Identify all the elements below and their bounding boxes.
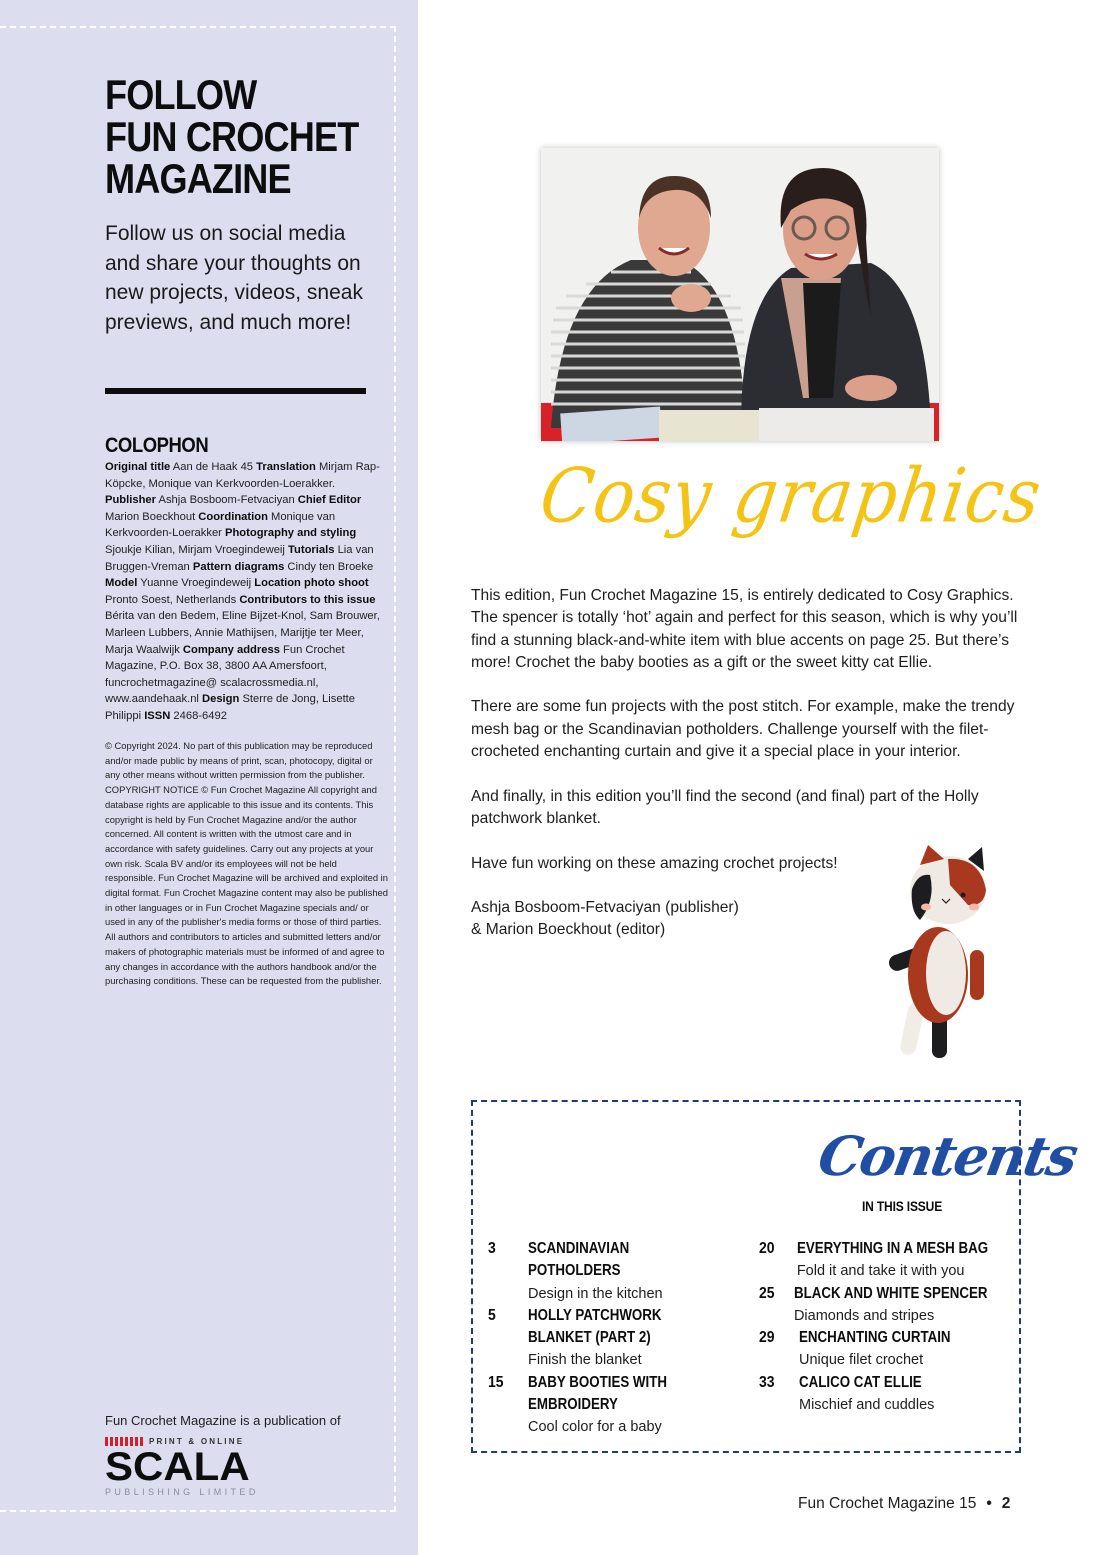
page-footer	[798, 1495, 1010, 1513]
editorial-paragraph: There are some fun projects with the post stitch. For example, make the trendy mesh bag or the Scandinavian potholders. Challenge yourself with the filet-crocheted enchanting curtain and give it a special place in your interior.	[471, 698, 1015, 761]
colophon-label: Company address	[182, 643, 280, 656]
sidebar-panel	[0, 0, 418, 1555]
colophon-label: ISSN	[144, 709, 171, 722]
follow-text: Follow us on social media and share your thoughts on new projects, videos, sneak previews, and much more!	[105, 222, 363, 334]
colophon-label: Location photo shoot	[254, 577, 369, 590]
editorial-paragraph: This edition, Fun Crochet Magazine 15, is entirely dedicated to Cosy Graphics. The spencer is totally ‘hot’ again and perfect for this season, which is why you’ll find a stunning black-and-white item with blue accents on page 25. But there’s more! Crochet the baby booties as a gift or the sweet kitty cat Ellie.	[471, 587, 1018, 671]
follow-heading-line: FUN CROCHET	[105, 113, 359, 160]
colophon-value: Yuanne Vroegindeweij	[140, 577, 252, 590]
toc-page: 20	[759, 1240, 775, 1257]
signature-line: & Marion Boeckhout (editor)	[471, 921, 666, 939]
editorial-title: Cosy graphics	[535, 453, 1047, 541]
toc-item[interactable]	[488, 1372, 748, 1439]
toc-desc: Cool color for a baby	[528, 1419, 662, 1436]
toc-page: 3	[488, 1240, 496, 1257]
toc-title: EVERYTHING IN A MESH BAG	[796, 1240, 988, 1257]
colophon-value: Sjoukje Kilian, Mirjam Vroegindeweij	[105, 543, 285, 556]
toc-column-left	[488, 1238, 748, 1439]
toc-item[interactable]	[488, 1305, 748, 1372]
copyright-notice: © Copyright 2024. No part of this publication may be reproduced and/or made public by means of print, scan, photocopy, digital or any other means without written permission from the publisher. COPYRIGHT NOTICE © Fun Crochet Magazine All copyright and database rights are applicable to this issue and its contents. This copyright is held by Fun Crochet Magazine and/or the author concerned. All content is written with the utmost care and in accordance with safety guidelines. Carry out any projects at your own risk. Scala BV and/or its employees will not be held responsible. Fun Crochet Magazine will be archived and exploited in digital format. Fun Crochet Magazine content may also be published in other languages or in Fun Crochet Magazine specials and/ or used in any of the publisher's media forms or those of third parties. All authors and contributors to articles and submitted letters and/or makers of photographic materials must be informed of and agree to any changes in accordance with the authors handbook and/or the purchasing conditions. These can be requested from the publisher.	[105, 740, 388, 987]
colophon-label: Chief Editor	[297, 494, 362, 507]
signature-line: Ashja Bosboom-Fetvaciyan (publisher)	[471, 899, 739, 917]
toc-title: CALICO CAT ELLIE	[799, 1373, 922, 1391]
colophon-value: Lia van Bruggen-Vreman	[105, 543, 374, 573]
colophon-label: Contributors to this issue	[239, 593, 376, 606]
editorial-paragraph: And finally, in this edition you’ll find the second (and final) part of the Holly patchwork blanket.	[471, 787, 979, 827]
section-divider	[105, 388, 366, 394]
logo-tagline: PRINT & ONLINE	[149, 1436, 245, 1446]
page-number: 2	[1001, 1495, 1011, 1512]
toc-page: 29	[759, 1329, 775, 1347]
calico-cat-image	[880, 845, 990, 1060]
colophon-value: Aan de Haak 45	[172, 461, 254, 473]
toc-page: 25	[759, 1284, 775, 1302]
toc-item[interactable]	[488, 1238, 748, 1305]
colophon-value: Pronto Soest, Netherlands	[105, 593, 237, 606]
follow-heading	[105, 71, 363, 202]
toc-column-right	[759, 1238, 1019, 1416]
colophon-heading: COLOPHON	[105, 434, 209, 457]
editors-photo	[541, 148, 939, 441]
colophon-value: Cindy ten Broeke	[287, 560, 374, 573]
colophon-label: Publisher	[105, 494, 156, 507]
editorial-paragraph: Have fun working on these amazing crochet projects!	[471, 854, 838, 872]
toc-title: ENCHANTING CURTAIN	[799, 1329, 951, 1347]
logo-subline: PUBLISHING LIMITED	[105, 1487, 259, 1497]
colophon-value: Ashja Bosboom-Fetvaciyan	[158, 494, 295, 507]
colophon-label: Original title	[105, 461, 171, 473]
logo-name: SCALA	[105, 1445, 250, 1489]
toc-item[interactable]	[759, 1283, 1019, 1328]
publisher-note: Fun Crochet Magazine is a publication of	[105, 1413, 341, 1428]
toc-desc: Mischief and cuddles	[799, 1397, 935, 1414]
colophon-body	[105, 459, 383, 725]
follow-heading-line: FOLLOW	[105, 71, 257, 118]
toc-page: 33	[759, 1373, 775, 1391]
toc-page: 15	[488, 1373, 504, 1391]
footer-magazine: Fun Crochet Magazine 15	[798, 1495, 977, 1512]
toc-title: EMBROIDERY	[528, 1396, 618, 1414]
colophon-value: Bérita van den Bedem, Eline Bijzet-Knol, Sam Brouwer, Marleen Lubbers, Annie Mathijsen, Marijtje ter Meer, Marja Waalwijk	[105, 610, 380, 656]
colophon-value: Fun Crochet Magazine, P.O. Box 38, 3800 AA Amersfoort, funcrochetmagazine@ scalacrossmedia.nl, www.aandehaak.nl	[105, 643, 345, 706]
colophon-label: Coordination	[198, 510, 268, 523]
toc-title: BLACK AND WHITE SPENCER	[793, 1284, 988, 1302]
colophon-label: Translation	[256, 461, 316, 473]
toc-title: POTHOLDERS	[528, 1262, 621, 1280]
colophon-value: 2468-6492	[173, 709, 227, 722]
toc-title: BABY BOOTIES WITH	[528, 1373, 667, 1391]
toc-title: SCANDINAVIAN	[528, 1240, 630, 1257]
toc-item[interactable]	[759, 1238, 1019, 1283]
colophon-value: Sterre de Jong, Lisette Philippi	[105, 693, 356, 722]
contents-subtitle: IN THIS ISSUE	[862, 1198, 943, 1214]
follow-heading-line: MAGAZINE	[105, 155, 291, 202]
toc-desc: Fold it and take it with you	[796, 1263, 965, 1280]
toc-desc: Unique filet crochet	[799, 1352, 924, 1369]
toc-title: BLANKET (PART 2)	[528, 1329, 651, 1347]
toc-desc: Finish the blanket	[528, 1352, 642, 1369]
scala-logo	[105, 1436, 265, 1497]
toc-title: HOLLY PATCHWORK	[528, 1306, 662, 1324]
toc-desc: Diamonds and stripes	[793, 1307, 935, 1324]
colophon-label: Tutorials	[288, 543, 335, 556]
toc-desc: Design in the kitchen	[528, 1285, 663, 1302]
colophon-value: Mirjam Rap-Köpcke, Monique van Kerkvoorden-Loerakker.	[105, 461, 380, 490]
colophon-label: Model	[105, 577, 138, 590]
colophon-label: Pattern diagrams	[192, 560, 285, 573]
colophon-label: Photography and styling	[225, 527, 357, 540]
colophon-value: Marion Boeckhout	[105, 510, 196, 523]
contents-title: Contents	[813, 1124, 1082, 1188]
footer-separator: •	[986, 1495, 992, 1512]
toc-item[interactable]	[759, 1372, 1019, 1417]
toc-item[interactable]	[759, 1327, 1019, 1372]
toc-page: 5	[488, 1306, 496, 1324]
colophon-label: Design	[202, 693, 240, 706]
colophon-value: Monique van Kerkvoorden-Loerakker	[105, 510, 336, 540]
